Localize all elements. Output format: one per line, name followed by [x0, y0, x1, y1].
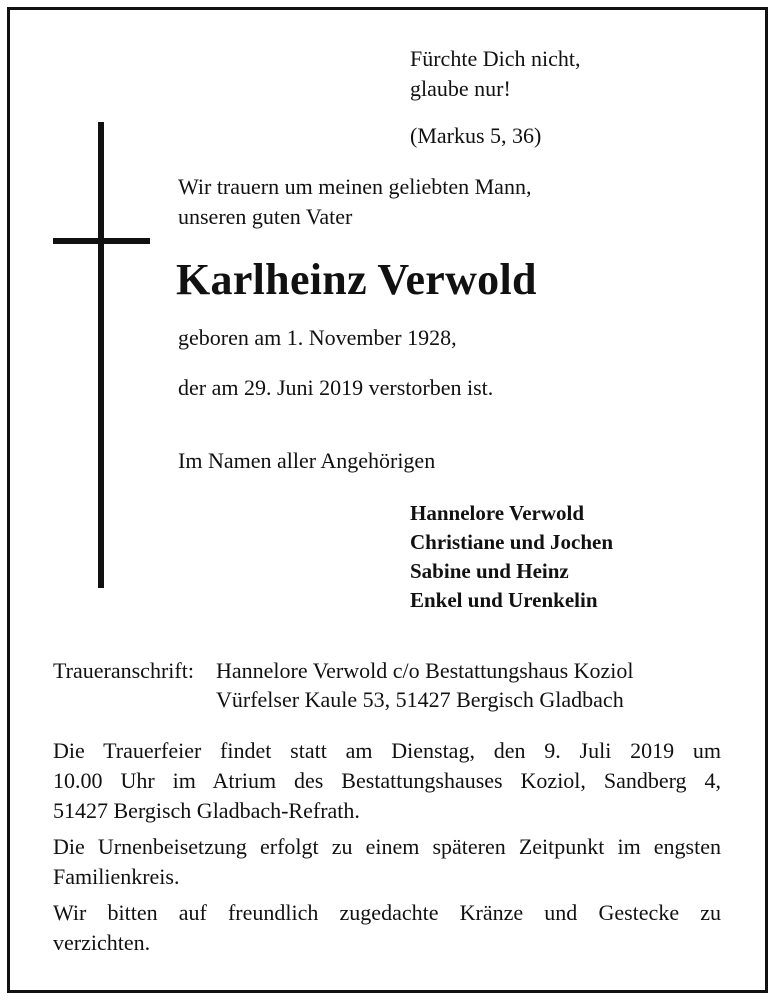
intro-line-1: Wir trauern um meinen geliebten Mann, [178, 174, 532, 199]
deceased-name: Karlheinz Verwold [176, 255, 537, 304]
funeral-paragraph [53, 736, 721, 826]
cross-icon-horizontal [53, 238, 150, 244]
funeral-line-2: 10.00 Uhr im Atrium des Bestattungshauses Koziol, Sandberg 4, [53, 768, 721, 793]
urn-line-2: Familienkreis. [53, 864, 180, 889]
bible-verse [410, 44, 580, 104]
address-line-1: Hannelore Verwold c/o Bestattungshaus Koziol [216, 658, 634, 683]
address-line-2: Vürfelser Kaule 53, 51427 Bergisch Gladbach [216, 687, 624, 712]
death-date: der am 29. Juni 2019 verstorben ist. [178, 375, 494, 400]
urn-paragraph [53, 832, 721, 892]
mourner-name: Christiane und Jochen [410, 530, 614, 554]
intro-line-2: unseren guten Vater [178, 204, 353, 229]
mourners-list [410, 499, 613, 615]
wreaths-line-2: verzichten. [53, 930, 151, 955]
verse-line-2: glaube nur! [410, 76, 511, 101]
mourning-intro [178, 172, 531, 232]
funeral-line-3: 51427 Bergisch Gladbach-Refrath. [53, 798, 360, 823]
wreaths-paragraph [53, 898, 721, 958]
mourner-name: Hannelore Verwold [410, 501, 585, 525]
mourner-name: Enkel und Urenkelin [410, 588, 598, 612]
address-label: Traueranschrift: [53, 658, 194, 683]
birth-date: geboren am 1. November 1928, [178, 325, 457, 350]
wreaths-line-1: Wir bitten auf freundlich zugedachte Kränze und Gestecke zu [53, 900, 721, 925]
cross-icon-vertical [98, 122, 104, 588]
verse-reference: (Markus 5, 36) [410, 123, 542, 148]
urn-line-1: Die Urnenbeisetzung erfolgt zu einem späteren Zeitpunkt im engsten [53, 834, 721, 859]
relatives-intro: Im Namen aller Angehörigen [178, 448, 436, 473]
mourner-name: Sabine und Heinz [410, 559, 569, 583]
verse-line-1: Fürchte Dich nicht, [410, 46, 581, 71]
funeral-line-1: Die Trauerfeier findet statt am Dienstag, den 9. Juli 2019 um [53, 738, 721, 763]
